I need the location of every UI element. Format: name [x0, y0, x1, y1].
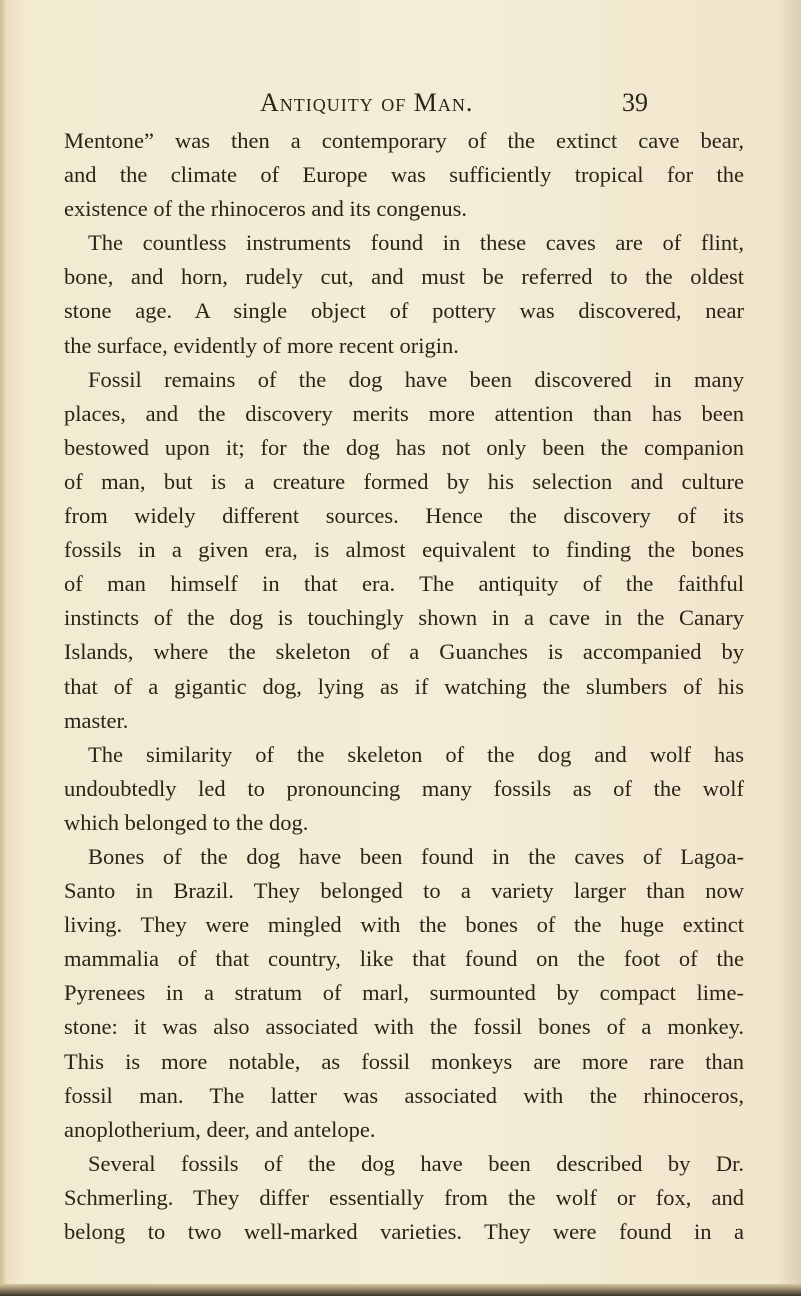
text-line: fossil man. The latter was associated with the rhinoceros, [64, 1082, 744, 1108]
text-line: stone: it was also associated with the fossil bones of a monkey. [64, 1014, 744, 1040]
text-line: and the climate of Europe was sufficiently tropical for the [64, 162, 744, 188]
text-line: Fossil remains of the dog have been discovered in many [88, 366, 744, 392]
text-line: master. [64, 707, 129, 733]
text-line: Several fossils of the dog have been described by Dr. [88, 1150, 744, 1176]
text-line: bestowed upon it; for the dog has not only been the companion [64, 434, 744, 460]
text-line: mammalia of that country, like that found on the foot of the [64, 946, 744, 972]
text-line: The similarity of the skeleton of the dog and wolf has [88, 741, 744, 767]
text-line: Pyrenees in a stratum of marl, surmounted by compact lime- [64, 980, 744, 1006]
text-line: from widely different sources. Hence the discovery of its [64, 503, 744, 529]
page-bottom-edge [0, 1284, 801, 1296]
text-line: Bones of the dog have been found in the caves of Lagoa- [88, 843, 744, 869]
text-line: of man himself in that era. The antiquity of the faithful [64, 571, 744, 597]
text-line: the surface, evidently of more recent origin. [64, 332, 459, 358]
page-edge-shadow [777, 0, 801, 1296]
running-head: Antiquity of Man. [260, 88, 474, 117]
text-line: Santo in Brazil. They belonged to a variety larger than now [64, 878, 744, 904]
page-binding-edge [0, 0, 6, 1296]
text-line: The countless instruments found in these caves are of flint, [88, 230, 744, 256]
body-text [64, 124, 744, 1249]
text-line: stone age. A single object of pottery was discovered, near [64, 298, 744, 324]
text-line: Schmerling. They differ essentially from the wolf or fox, and [64, 1184, 744, 1210]
text-line: which belonged to the dog. [64, 809, 309, 835]
text-line: Islands, where the skeleton of a Guanches is accompanied by [64, 639, 744, 665]
text-line: living. They were mingled with the bones of the huge extinct [64, 912, 744, 938]
text-line: belong to two well-marked varieties. They were found in a [64, 1219, 744, 1244]
text-line: bone, and horn, rudely cut, and must be referred to the oldest [64, 264, 744, 290]
text-line: instincts of the dog is touchingly shown in a cave in the Canary [64, 605, 744, 631]
text-line: anoplotherium, deer, and antelope. [64, 1116, 376, 1142]
text-line: of man, but is a creature formed by his selection and culture [64, 468, 744, 494]
text-line: fossils in a given era, is almost equivalent to finding the bones [64, 537, 744, 563]
text-line: Mentone” was then a contemporary of the extinct cave bear, [64, 128, 744, 153]
page-header [0, 88, 801, 124]
text-line: places, and the discovery merits more attention than has been [64, 400, 744, 426]
text-line: This is more notable, as fossil monkeys are more rare than [64, 1048, 744, 1074]
text-line: that of a gigantic dog, lying as if watching the slumbers of his [64, 673, 744, 699]
page-number: 39 [622, 88, 648, 117]
text-line: existence of the rhinoceros and its congenus. [64, 196, 468, 222]
text-line: undoubtedly led to pronouncing many fossils as of the wolf [64, 775, 744, 801]
